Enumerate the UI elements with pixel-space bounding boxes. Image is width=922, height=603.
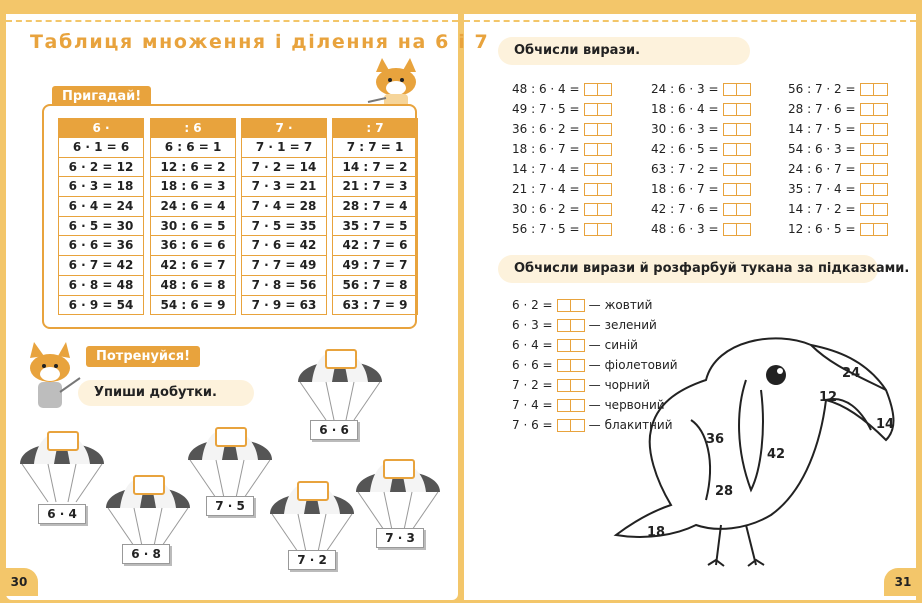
- parachute-icon: [354, 450, 444, 540]
- answer-box[interactable]: [584, 223, 612, 236]
- expression-text: 48 : 6 · 4 =: [512, 82, 580, 96]
- table-row: 42 : 7 = 6: [332, 236, 418, 256]
- practice-ribbon: Потренуйся!: [86, 346, 200, 367]
- expression-text: 56 : 7 · 2 =: [788, 82, 856, 96]
- expression-row: [651, 160, 751, 178]
- table-row: 36 : 6 = 6: [150, 236, 236, 256]
- expression-row: [651, 220, 751, 238]
- reference-table: [241, 118, 327, 315]
- parachute-icon: [18, 422, 108, 512]
- answer-box[interactable]: [860, 143, 888, 156]
- practice-task: Упиши добутки.: [78, 380, 254, 406]
- expression-text: 14 : 7 · 5 =: [788, 122, 856, 136]
- table-row: 7 · 6 = 42: [241, 236, 327, 256]
- toucan-region-number: 36: [706, 432, 725, 447]
- answer-box[interactable]: [723, 223, 751, 236]
- hint-expression: 6 · 6 =: [512, 358, 553, 372]
- answer-box[interactable]: [723, 103, 751, 116]
- answer-box[interactable]: [557, 359, 585, 372]
- parachute-crate: 6 · 4: [38, 504, 86, 524]
- expression-text: 14 : 7 · 2 =: [788, 202, 856, 216]
- expression-text: 18 : 6 · 7 =: [512, 142, 580, 156]
- expression-text: 42 : 7 · 6 =: [651, 202, 719, 216]
- table-row: 42 : 6 = 7: [150, 256, 236, 276]
- expression-text: 18 : 6 · 4 =: [651, 102, 719, 116]
- answer-box[interactable]: [860, 123, 888, 136]
- reference-table: [58, 118, 144, 315]
- toucan-region-number: 28: [715, 484, 734, 499]
- answer-box[interactable]: [584, 203, 612, 216]
- table-header: 6 ·: [58, 118, 144, 138]
- table-row: 6 : 6 = 1: [150, 138, 236, 158]
- table-row: 6 · 9 = 54: [58, 296, 144, 316]
- parachute-crate: 7 · 2: [288, 550, 336, 570]
- task2-heading: Обчисли вирази й розфарбуй тукана за підказками.: [498, 255, 878, 283]
- table-row: 6 · 4 = 24: [58, 197, 144, 217]
- expression-text: 30 : 6 · 2 =: [512, 202, 580, 216]
- table-header: : 6: [150, 118, 236, 138]
- expression-row: [512, 220, 612, 238]
- hint-color: фіолетовий: [604, 358, 678, 372]
- hint-color: зелений: [604, 318, 657, 332]
- hint-expression: 7 · 2 =: [512, 378, 553, 392]
- expression-row: [788, 180, 888, 198]
- table-row: 7 · 7 = 49: [241, 256, 327, 276]
- expression-row: [651, 100, 751, 118]
- answer-box[interactable]: [723, 203, 751, 216]
- hint-dash: —: [588, 418, 601, 432]
- expression-row: [512, 140, 612, 158]
- expression-text: 42 : 6 · 5 =: [651, 142, 719, 156]
- answer-box[interactable]: [860, 203, 888, 216]
- parachute-icon: [186, 418, 276, 508]
- expression-row: [512, 160, 612, 178]
- table-row: 7 · 2 = 14: [241, 158, 327, 178]
- answer-box[interactable]: [557, 299, 585, 312]
- hint-dash: —: [588, 358, 601, 372]
- answer-box[interactable]: [584, 183, 612, 196]
- toucan-region-number: 12: [819, 390, 838, 405]
- hint-dash: —: [588, 378, 601, 392]
- reference-table: [150, 118, 236, 315]
- expression-text: 12 : 6 · 5 =: [788, 222, 856, 236]
- parachute-crate: 7 · 5: [206, 496, 254, 516]
- expression-text: 54 : 6 · 3 =: [788, 142, 856, 156]
- toucan-region-number: 14: [876, 417, 895, 432]
- expression-text: 48 : 6 · 3 =: [651, 222, 719, 236]
- answer-box[interactable]: [860, 183, 888, 196]
- expression-row: [651, 140, 751, 158]
- table-row: 56 : 7 = 8: [332, 276, 418, 296]
- expression-text: 14 : 7 · 4 =: [512, 162, 580, 176]
- answer-box[interactable]: [860, 223, 888, 236]
- expression-row: [512, 120, 612, 138]
- fox-mascot-icon: [20, 340, 82, 412]
- parachute-crate: 6 · 8: [122, 544, 170, 564]
- expression-text: 24 : 6 · 3 =: [651, 82, 719, 96]
- hint-color: синій: [604, 338, 638, 352]
- table-row: 35 : 7 = 5: [332, 217, 418, 237]
- table-row: 6 · 8 = 48: [58, 276, 144, 296]
- hint-color: чорний: [604, 378, 651, 392]
- expression-text: 35 : 7 · 4 =: [788, 182, 856, 196]
- table-row: 6 · 3 = 18: [58, 177, 144, 197]
- parachute-icon: [296, 340, 386, 430]
- toucan-region-number: 18: [647, 525, 666, 540]
- expression-row: [651, 200, 751, 218]
- expression-row: [651, 180, 751, 198]
- table-row: 7 · 5 = 35: [241, 217, 327, 237]
- answer-box[interactable]: [557, 399, 585, 412]
- expression-text: 36 : 6 · 2 =: [512, 122, 580, 136]
- table-header: 7 ·: [241, 118, 327, 138]
- expression-text: 24 : 6 · 7 =: [788, 162, 856, 176]
- hint-expression: 7 · 6 =: [512, 418, 553, 432]
- toucan-region-number: 42: [767, 447, 786, 462]
- expression-row: [788, 160, 888, 178]
- table-row: 7 · 3 = 21: [241, 177, 327, 197]
- table-row: 28 : 7 = 4: [332, 197, 418, 217]
- hint-color: червоний: [604, 398, 665, 412]
- table-row: 12 : 6 = 2: [150, 158, 236, 178]
- answer-box[interactable]: [723, 123, 751, 136]
- fox-mascot-icon: [366, 58, 426, 110]
- expression-text: 28 : 7 · 6 =: [788, 102, 856, 116]
- expression-row: [512, 80, 612, 98]
- table-row: 7 · 9 = 63: [241, 296, 327, 316]
- hint-dash: —: [588, 298, 601, 312]
- table-row: 7 · 8 = 56: [241, 276, 327, 296]
- answer-box[interactable]: [723, 143, 751, 156]
- expression-row: [788, 100, 888, 118]
- table-row: 6 · 7 = 42: [58, 256, 144, 276]
- answer-box[interactable]: [723, 183, 751, 196]
- expression-text: 21 : 7 · 4 =: [512, 182, 580, 196]
- answer-box[interactable]: [557, 339, 585, 352]
- hint-expression: 6 · 3 =: [512, 318, 553, 332]
- table-row: 49 : 7 = 7: [332, 256, 418, 276]
- answer-box[interactable]: [860, 163, 888, 176]
- expression-row: [512, 200, 612, 218]
- table-row: 7 · 4 = 28: [241, 197, 327, 217]
- answer-box[interactable]: [584, 163, 612, 176]
- page-number-left: 30: [0, 568, 38, 596]
- answer-box[interactable]: [584, 123, 612, 136]
- table-row: 6 · 6 = 36: [58, 236, 144, 256]
- hint-expression: 6 · 2 =: [512, 298, 553, 312]
- expression-row: [788, 120, 888, 138]
- page-title: Таблиця множення і ділення на 6 і 7: [30, 31, 490, 53]
- parachute-icon: [104, 466, 194, 556]
- table-header: : 7: [332, 118, 418, 138]
- table-row: 6 · 5 = 30: [58, 217, 144, 237]
- table-row: 6 · 2 = 12: [58, 158, 144, 178]
- answer-box[interactable]: [584, 143, 612, 156]
- hint-dash: —: [588, 398, 601, 412]
- expression-text: 56 : 7 · 5 =: [512, 222, 580, 236]
- table-row: 54 : 6 = 9: [150, 296, 236, 316]
- table-row: 14 : 7 = 2: [332, 158, 418, 178]
- expression-row: [788, 80, 888, 98]
- answer-box[interactable]: [723, 83, 751, 96]
- answer-box[interactable]: [584, 103, 612, 116]
- expression-text: 49 : 7 · 5 =: [512, 102, 580, 116]
- hint-row: [512, 296, 652, 314]
- answer-box[interactable]: [860, 103, 888, 116]
- expression-row: [788, 140, 888, 158]
- expression-text: 30 : 6 · 3 =: [651, 122, 719, 136]
- expression-row: [788, 220, 888, 238]
- expression-text: 18 : 6 · 7 =: [651, 182, 719, 196]
- table-row: 18 : 6 = 3: [150, 177, 236, 197]
- expression-row: [788, 200, 888, 218]
- toucan-drawing: [596, 320, 902, 576]
- page-border-dashes: [6, 20, 458, 22]
- answer-box[interactable]: [723, 163, 751, 176]
- answer-box[interactable]: [584, 83, 612, 96]
- answer-box[interactable]: [557, 419, 585, 432]
- expression-row: [651, 120, 751, 138]
- hint-expression: 6 · 4 =: [512, 338, 553, 352]
- page-number-right: 31: [884, 568, 922, 596]
- hint-expression: 7 · 4 =: [512, 398, 553, 412]
- parachute-icon: [268, 472, 358, 562]
- page-border-dashes: [464, 20, 916, 22]
- hint-color: блакитний: [604, 418, 673, 432]
- table-row: 21 : 7 = 3: [332, 177, 418, 197]
- expression-row: [651, 80, 751, 98]
- hint-color: жовтий: [604, 298, 653, 312]
- parachute-crate: 6 · 6: [310, 420, 358, 440]
- expression-row: [512, 100, 612, 118]
- expression-row: [512, 180, 612, 198]
- hint-dash: —: [588, 318, 601, 332]
- table-row: 48 : 6 = 8: [150, 276, 236, 296]
- answer-box[interactable]: [860, 83, 888, 96]
- remember-ribbon: Пригадай!: [52, 86, 151, 107]
- table-row: 7 · 1 = 7: [241, 138, 327, 158]
- table-row: 63 : 7 = 9: [332, 296, 418, 316]
- answer-box[interactable]: [557, 319, 585, 332]
- table-row: 7 : 7 = 1: [332, 138, 418, 158]
- table-row: 24 : 6 = 4: [150, 197, 236, 217]
- table-row: 30 : 6 = 5: [150, 217, 236, 237]
- expression-text: 63 : 7 · 2 =: [651, 162, 719, 176]
- hint-dash: —: [588, 338, 601, 352]
- toucan-region-number: 24: [842, 366, 861, 381]
- parachute-crate: 7 · 3: [376, 528, 424, 548]
- reference-table: [332, 118, 418, 315]
- task1-heading: Обчисли вирази.: [498, 37, 750, 65]
- table-row: 6 · 1 = 6: [58, 138, 144, 158]
- answer-box[interactable]: [557, 379, 585, 392]
